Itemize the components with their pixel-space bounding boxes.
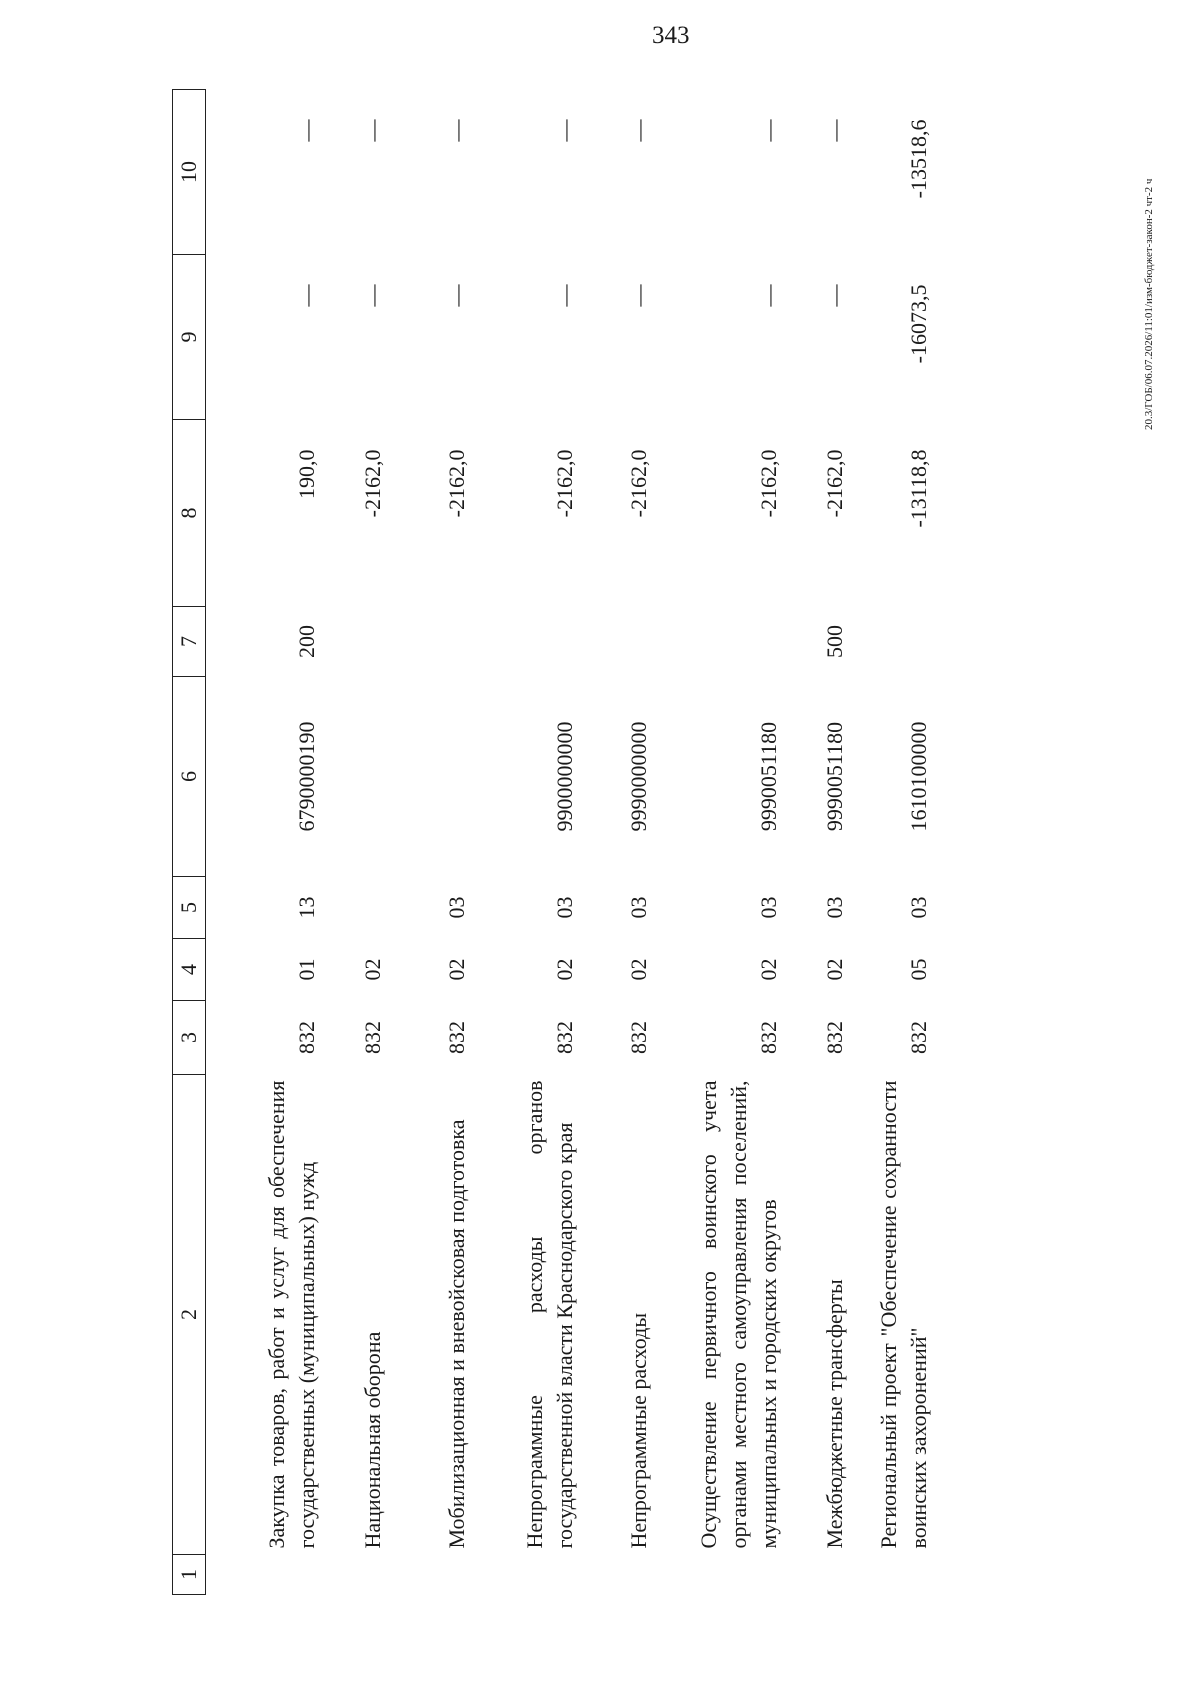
- table-row: [324, 90, 390, 1595]
- col3-cell: 832: [293, 1021, 319, 1054]
- col9-cell: —: [625, 284, 651, 307]
- col6-cell: 9990051180: [755, 721, 781, 832]
- col8-cell: -13118,8: [905, 449, 931, 528]
- col7-cell: [474, 607, 582, 677]
- table-row: [582, 90, 656, 1595]
- col1-cell: [390, 1555, 474, 1595]
- col8-cell: -2162,0: [821, 449, 847, 518]
- header-cell: 7: [173, 607, 206, 677]
- col10-cell: —: [755, 119, 781, 142]
- col9-cell: —: [821, 284, 847, 307]
- col8-cell: -2162,0: [755, 449, 781, 518]
- page-number: 343: [652, 22, 690, 49]
- table-row: [656, 90, 786, 1595]
- header-cell: 4: [173, 939, 206, 1001]
- col4-cell: 02: [821, 958, 847, 981]
- col7-cell: [852, 607, 936, 677]
- header-cell: 8: [173, 420, 206, 607]
- col3-cell: 832: [625, 1021, 651, 1054]
- table-row: [390, 90, 474, 1595]
- col6-cell: 9990051180: [821, 721, 847, 832]
- col7-cell: [656, 607, 786, 677]
- table-row: [852, 90, 936, 1595]
- rotated-table-container: [172, 90, 1072, 1595]
- header-cell: 5: [173, 877, 206, 939]
- col5-cell: 03: [551, 896, 577, 919]
- row-name-cell: Закупка товаров, работ и услуг для обеспечения государственных (муниципальных) нужд: [264, 1080, 319, 1549]
- col8-cell: -2162,0: [443, 449, 469, 518]
- header-cell: 9: [173, 255, 206, 420]
- header-cell: 10: [173, 90, 206, 255]
- col4-cell: 05: [905, 958, 931, 981]
- col3-cell: 832: [755, 1021, 781, 1054]
- col4-cell: 02: [359, 958, 385, 981]
- col5-cell: [324, 877, 390, 939]
- col10-cell: —: [293, 119, 319, 142]
- col1-cell: [324, 1555, 390, 1595]
- col9-cell: -16073,5: [905, 284, 931, 364]
- col10-cell: —: [443, 119, 469, 142]
- col3-cell: 832: [443, 1021, 469, 1054]
- col10-cell: —: [551, 119, 577, 142]
- col9-cell: —: [359, 284, 385, 307]
- col10-cell: —: [821, 119, 847, 142]
- row-name-cell: Непрограммные расходы: [625, 1312, 651, 1549]
- col4-cell: 01: [293, 958, 319, 981]
- col9-cell: —: [755, 284, 781, 307]
- col8-cell: -2162,0: [625, 449, 651, 518]
- col8-cell: -2162,0: [551, 449, 577, 518]
- row-name-cell: Мобилизационная и вневойсковая подготовка: [443, 1119, 469, 1549]
- col7-cell: [324, 607, 390, 677]
- footer-wrap: [1143, 178, 1155, 440]
- col7-cell: 500: [821, 625, 847, 658]
- col3-cell: 832: [359, 1021, 385, 1054]
- col5-cell: 03: [755, 896, 781, 919]
- row-name-cell: Осуществление первичного воинского учета органами местного самоуправления поселений, муниципальных и городских округов: [696, 1080, 781, 1549]
- col1-cell: [474, 1555, 582, 1595]
- header-cell: 6: [173, 677, 206, 877]
- col7-cell: 200: [293, 625, 319, 658]
- col4-cell: 02: [625, 958, 651, 981]
- col6-cell: [390, 677, 474, 877]
- col4-cell: 02: [551, 958, 577, 981]
- col6-cell: 9990000000: [625, 721, 651, 832]
- row-name-cell: Непрограммные расходы органов государственной власти Краснодарского края: [522, 1080, 577, 1549]
- col5-cell: 13: [293, 896, 319, 919]
- col7-cell: [390, 607, 474, 677]
- col10-cell: —: [359, 119, 385, 142]
- col7-cell: [582, 607, 656, 677]
- col1-cell: [206, 1555, 324, 1595]
- col10-cell: -13518,6: [905, 119, 931, 199]
- row-name-cell: Региональный проект "Обеспечение сохранности воинских захоронений": [876, 1080, 931, 1549]
- row-name-cell: Национальная оборона: [359, 1331, 385, 1549]
- col3-cell: 832: [905, 1021, 931, 1054]
- col1-cell: [656, 1555, 786, 1595]
- col6-cell: [324, 677, 390, 877]
- col6-cell: 9900000000: [551, 721, 577, 832]
- col4-cell: 02: [755, 958, 781, 981]
- col5-cell: 03: [625, 896, 651, 919]
- col4-cell: 02: [443, 958, 469, 981]
- header-cell: 1: [173, 1555, 206, 1595]
- col5-cell: 03: [443, 896, 469, 919]
- col1-cell: [582, 1555, 656, 1595]
- table-header-row: [173, 90, 206, 1595]
- col3-cell: 832: [551, 1021, 577, 1054]
- footer-stamp: 20.3/ГОБ/06.07.2026/11:01/изм-бюджет-закон-2 чт-2 ч: [1143, 178, 1155, 430]
- row-name-cell: Межбюджетные трансферты: [821, 1279, 847, 1549]
- col1-cell: [786, 1555, 852, 1595]
- budget-table: [172, 89, 936, 1595]
- col5-cell: 03: [821, 896, 847, 919]
- col8-cell: 190,0: [293, 449, 319, 499]
- col10-cell: —: [625, 119, 651, 142]
- table-row: [474, 90, 582, 1595]
- table-row: [206, 90, 324, 1595]
- col9-cell: —: [551, 284, 577, 307]
- col9-cell: —: [293, 284, 319, 307]
- col1-cell: [852, 1555, 936, 1595]
- table-row: [786, 90, 852, 1595]
- col6-cell: 6790000190: [293, 721, 319, 832]
- col3-cell: 832: [821, 1021, 847, 1054]
- col6-cell: 1610100000: [905, 721, 931, 832]
- header-cell: 3: [173, 1001, 206, 1075]
- col9-cell: —: [443, 284, 469, 307]
- col5-cell: 03: [905, 896, 931, 919]
- col8-cell: -2162,0: [359, 449, 385, 518]
- header-cell: 2: [173, 1075, 206, 1555]
